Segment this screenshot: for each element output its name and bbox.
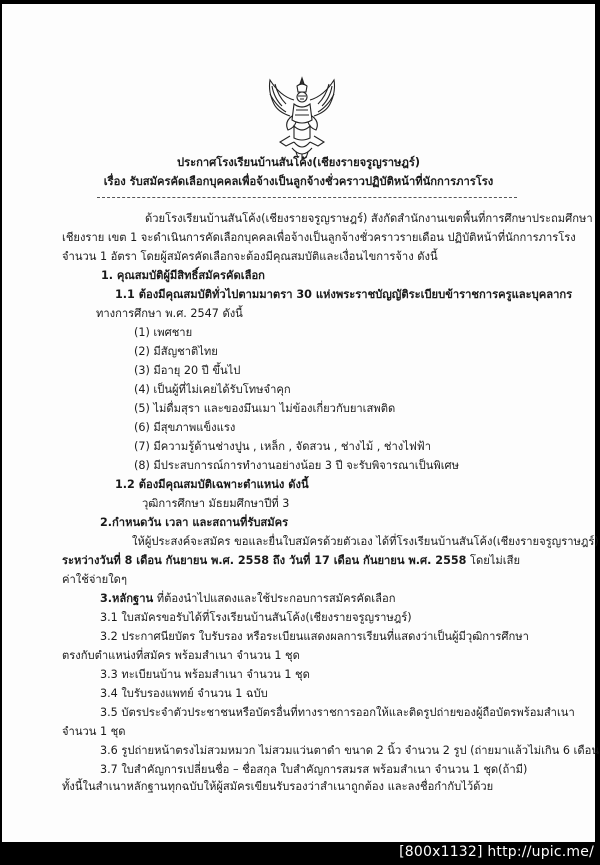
document-item-3-1: 3.1 ใบสมัครขอรับได้ที่โรงเรียนบ้านสันโค้ง(เชียงรายจรูญราษฎร์) bbox=[100, 611, 412, 624]
image-host-footer bbox=[0, 842, 600, 865]
section-2-line-1: ให้ผู้ประสงค์จะสมัคร ขอและยื่นใบสมัครด้วยตัวเอง ได้ที่โรงเรียนบ้านสันโค้ง(เชียงรายจรูญราษฎร์) bbox=[132, 535, 599, 548]
section-1-2-heading: 1.2 ต้องมีคุณสมบัติเฉพาะตำแหน่ง ดังนี้ bbox=[115, 478, 309, 491]
application-period: ระหว่างวันที่ 8 เดือน กันยายน พ.ศ. 2558 ถึง วันที่ 17 เดือน กันยายน พ.ศ. 2558 bbox=[62, 554, 467, 567]
no-fee-note: โดยไม่เสีย bbox=[466, 554, 521, 567]
qualification-item-2: (2) มีสัญชาติไทย bbox=[134, 345, 218, 358]
document-page bbox=[2, 4, 600, 842]
header-divider bbox=[97, 197, 517, 198]
document-item-3-3: 3.3 ทะเบียนบ้าน พร้อมสำเนา จำนวน 1 ชุด bbox=[100, 668, 310, 681]
qualification-item-4: (4) เป็นผู้ที่ไม่เคยได้รับโทษจำคุก bbox=[134, 383, 291, 396]
document-item-3-6: 3.6 รูปถ่ายหน้าตรงไม่สวมหมวก ไม่สวมแว่นตาดำ ขนาด 2 นิ้ว จำนวน 2 รูป (ถ่ายมาแล้วไม่เกิน 6 เดือน bbox=[100, 744, 600, 757]
watermark-link[interactable]: [800x1132] http://upic.me/ bbox=[399, 844, 594, 860]
intro-line-1: ด้วยโรงเรียนบ้านสันโค้ง(เชียงรายจรูญราษฎร์) สังกัดสำนักงานเขตพื้นที่การศึกษาประถมศึกษา bbox=[145, 212, 593, 225]
intro-line-3: จำนวน 1 อัตรา โดยผู้สมัครคัดเลือกจะต้องมีคุณสมบัติและเงื่อนไขการจ้าง ดังนี้ bbox=[62, 250, 438, 263]
education-requirement: วุฒิการศึกษา มัธยมศึกษาปีที่ 3 bbox=[142, 497, 290, 510]
section-1-heading: 1. คุณสมบัติผู้มีสิทธิ์สมัครคัดเลือก bbox=[101, 269, 265, 282]
section-2-line-3: ค่าใช้จ่ายใดๆ bbox=[62, 573, 127, 586]
section-3-heading bbox=[100, 592, 395, 606]
qualification-item-6: (6) มีสุขภาพแข็งแรง bbox=[134, 421, 236, 434]
document-item-3-2-line-2: ตรงกับตำแหน่งที่สมัคร พร้อมสำเนา จำนวน 1 ชุด bbox=[62, 649, 300, 662]
section-2-heading: 2.กำหนดวัน เวลา และสถานที่รับสมัคร bbox=[100, 516, 289, 529]
document-item-3-5-line-2: จำนวน 1 ชุด bbox=[62, 725, 126, 738]
qualification-item-5: (5) ไม่ดื่มสุรา และของมึนเมา ไม่ข้องเกี่ยวกับยาเสพติด bbox=[134, 402, 396, 415]
section-3-title: 3.หลักฐาน bbox=[100, 592, 154, 605]
document-item-3-2-line-1: 3.2 ประกาศนียบัตร ใบรับรอง หรือระเบียนแสดงผลการเรียนที่แสดงว่าเป็นผู้มีวุฒิการศึกษา bbox=[100, 630, 529, 643]
document-title: ประกาศโรงเรียนบ้านสันโค้ง(เชียงรายจรูญราษฎร์) bbox=[176, 156, 421, 169]
document-item-3-7: 3.7 ใบสำคัญการเปลี่ยนชื่อ – ชื่อสกุล ใบสำคัญการสมรส พร้อมสำเนา จำนวน 1 ชุด(ถ้ามี) bbox=[100, 763, 528, 776]
document-subject: เรื่อง รับสมัครคัดเลือกบุคคลเพื่อจ้างเป็นลูกจ้างชั่วคราวปฏิบัติหน้าที่นักการภารโรง bbox=[103, 175, 494, 188]
section-1-1-line-2: ทางการศึกษา พ.ศ. 2547 ดังนี้ bbox=[96, 307, 243, 320]
garuda-emblem-icon bbox=[264, 76, 340, 162]
qualification-item-1: (1) เพศชาย bbox=[134, 326, 193, 339]
section-1-1-line-1: 1.1 ต้องมีคุณสมบัติทั่วไปตามมาตรา 30 แห่งพระราชบัญญัติระเบียบข้าราชการครูและบุคลากร bbox=[115, 288, 573, 301]
closing-note: ทั้งนี้ในสำเนาหลักฐานทุกฉบับให้ผู้สมัครเขียนรับรองว่าสำเนาถูกต้อง และลงชื่อกำกับไว้ด้วย bbox=[62, 780, 494, 793]
qualification-item-3: (3) มีอายุ 20 ปี ขึ้นไป bbox=[134, 364, 241, 377]
document-item-3-4: 3.4 ใบรับรองแพทย์ จำนวน 1 ฉบับ bbox=[100, 687, 268, 700]
section-2-line-2 bbox=[62, 554, 520, 568]
section-3-description: ที่ต้องนำไปแสดงและใช้ประกอบการสมัครคัดเลือก bbox=[153, 592, 396, 605]
intro-line-2: เชียงราย เขต 1 จะดำเนินการคัดเลือกบุคคลเพื่อจ้างเป็นลูกจ้างชั่วคราวรายเดือน ปฏิบัติหน้าที่นักการภารโรง bbox=[62, 231, 576, 244]
document-item-3-5-line-1: 3.5 บัตรประจำตัวประชาชนหรือบัตรอื่นที่ทางราชการออกให้และติดรูปถ่ายของผู้ถือบัตรพร้อมสำเนา bbox=[100, 706, 575, 719]
qualification-item-7: (7) มีความรู้ด้านช่างปูน , เหล็ก , จัดสวน , ช่างไม้ , ช่างไฟฟ้า bbox=[134, 440, 431, 453]
qualification-item-8: (8) มีประสบการณ์การทำงานอย่างน้อย 3 ปี จะรับพิจารณาเป็นพิเศษ bbox=[134, 459, 460, 472]
